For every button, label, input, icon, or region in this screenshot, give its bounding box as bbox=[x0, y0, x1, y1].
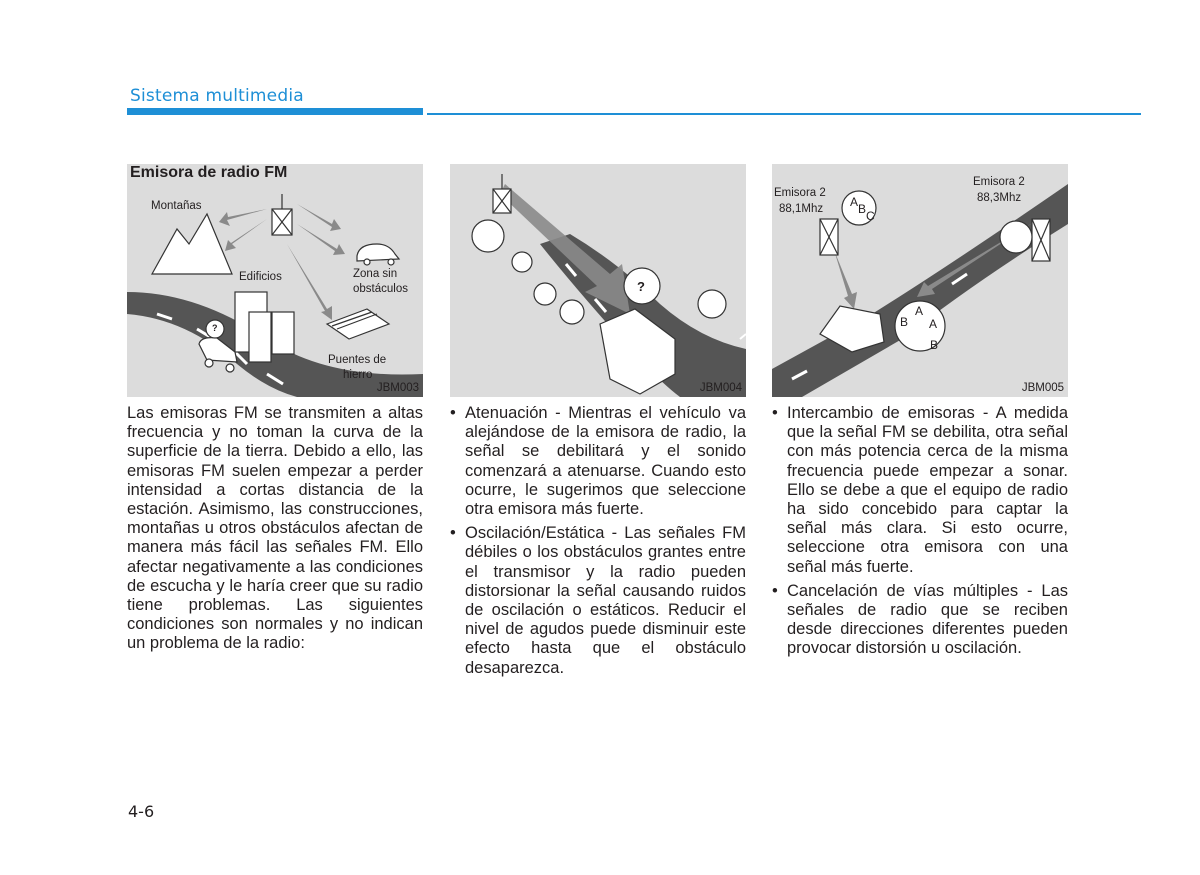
label-open-zone-1: Zona sin bbox=[353, 268, 398, 280]
car-icon bbox=[357, 244, 399, 265]
bullet-attenuation bbox=[450, 404, 746, 519]
label-bridge-2: hierro bbox=[343, 369, 373, 381]
arrow-left-icon bbox=[834, 250, 857, 309]
bullet-text: Cancelación de vías múltiples - Las señales de radio que se reciben desde direcciones diferentes pueden provocar distorsión u oscilación. bbox=[787, 581, 1068, 658]
text-column-1 bbox=[127, 404, 423, 654]
bullet-station-switch bbox=[772, 404, 1068, 577]
label-mountains: Montañas bbox=[151, 200, 202, 212]
bubble-top-letter-c: C bbox=[866, 209, 875, 223]
question-mark: ? bbox=[212, 323, 218, 333]
station-left-line2: 88,1Mhz bbox=[779, 203, 824, 215]
figure-code: JBM003 bbox=[376, 382, 419, 394]
station-right-line2: 88,3Mhz bbox=[977, 192, 1022, 204]
signal-beam-icon bbox=[500, 184, 630, 314]
bullet-text: Atenuación - Mientras el vehículo va alejándose de la emisora de radio, la señal se debilitará y el sonido comenzará a atenuarse. Cuando esto ocurre, le sugerimos que seleccione otra emisora más fuerte. bbox=[465, 404, 746, 519]
bubble-bottom-letter-1: A bbox=[915, 304, 924, 318]
bullet-dot: • bbox=[772, 581, 778, 600]
figure-fm-station bbox=[127, 164, 423, 397]
station-left-line1: Emisora 2 bbox=[774, 187, 826, 199]
label-buildings: Edificios bbox=[239, 271, 282, 283]
figure-code: JBM004 bbox=[699, 382, 742, 394]
label-bridge-1: Puentes de bbox=[328, 354, 387, 366]
station-right-line1: Emisora 2 bbox=[973, 176, 1025, 188]
figure-station-switch bbox=[772, 164, 1068, 397]
figure-code: JBM005 bbox=[1021, 382, 1064, 394]
bubble-top-letter-a: A bbox=[850, 195, 859, 209]
tower-icon bbox=[272, 194, 292, 235]
bullet-text: Oscilación/Estática - Las señales FM débiles o los obstáculos grantes entre el transmisor y la radio pueden distorsionar la señal causando ruidos de oscilación o estáticos. Reducir el nivel de agudos puede disminuir este efecto hasta que el obstáculo desaparezca. bbox=[465, 524, 746, 677]
tower-left-icon bbox=[820, 219, 838, 255]
bullet-oscillation bbox=[450, 524, 746, 678]
bullet-multipath bbox=[772, 582, 1068, 659]
bubble-top-letter-b: B bbox=[858, 202, 867, 216]
header-rule bbox=[427, 113, 1141, 115]
buildings-icon bbox=[235, 292, 294, 362]
bridge-icon bbox=[327, 309, 389, 339]
bullet-text: Intercambio de emisoras - A medida que la señal FM se debilita, otra señal con más potencia cerca de la misma frecuencia puede empezar a sonar. Ello se debe a que el equipo de radio ha sido concebido para captar la señal más clara. Si esto ocurre, seleccione otra emisora con una señal más fuerte. bbox=[787, 404, 1068, 576]
bubble-bottom-letter-2: B bbox=[900, 315, 909, 329]
figure-title: Emisora de radio FM bbox=[130, 164, 288, 181]
bubble-bottom-letter-3: A bbox=[929, 317, 938, 331]
figure-attenuation-illustration bbox=[450, 164, 746, 397]
bullet-dot: • bbox=[450, 524, 456, 543]
text-column-3 bbox=[772, 404, 1068, 664]
section-title: Sistema multimedia bbox=[130, 86, 304, 106]
bullet-dot: • bbox=[450, 404, 456, 422]
label-open-zone-2: obstáculos bbox=[353, 283, 408, 295]
intro-paragraph: Las emisoras FM se transmiten a altas frecuencia y no toman la curva de la superficie de la tierra. Debido a ello, las emisoras FM suelen empezar a perder intensidad a cortas distancia de la estación. Asimismo, las construcciones, montañas u otros obstáculos afectan de manera más fácil las señales FM. Ello afectar negativamente a las condiciones de escucha y le haría creer que su radio tiene problemas. Las siguientes condiciones son normales y no indican un problema de la radio: bbox=[127, 404, 423, 653]
text-column-2 bbox=[450, 404, 746, 683]
question-mark: ? bbox=[637, 279, 645, 294]
figure-attenuation bbox=[450, 164, 746, 397]
bullet-dot: • bbox=[772, 404, 778, 422]
header-accent-bar bbox=[127, 108, 423, 115]
page-number: 4-6 bbox=[128, 802, 155, 821]
bubble-bottom-letter-4: B bbox=[930, 338, 939, 352]
